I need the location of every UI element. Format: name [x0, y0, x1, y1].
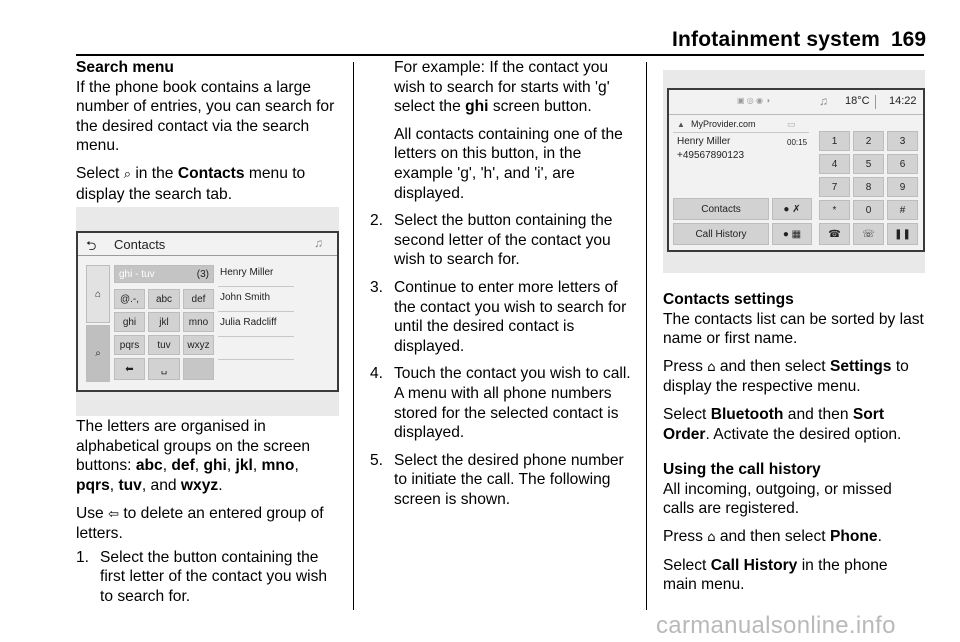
- key-mno[interactable]: mno: [183, 312, 214, 332]
- call-history-button[interactable]: Call History: [673, 223, 769, 245]
- key-pqrs[interactable]: pqrs: [114, 335, 145, 355]
- hangup-icon: ☏: [862, 228, 875, 240]
- press-settings-paragraph: Press ⌂ and then select Settings to display the respective menu.: [663, 357, 909, 396]
- step-3: 3. Continue to enter more letters of the contact you wish to search for until the desired contact is displayed.: [370, 278, 627, 355]
- column-2: [370, 58, 632, 509]
- call-screen: [667, 88, 925, 252]
- mute-mic-icon: ● ✗: [783, 203, 801, 215]
- keypad-key[interactable]: 7: [819, 177, 850, 197]
- key-jkl[interactable]: jkl: [148, 312, 180, 332]
- page-header: [0, 0, 960, 58]
- history-paragraph: All incoming, outgoing, or missed calls are registered.: [663, 480, 892, 518]
- pause-button[interactable]: [887, 223, 918, 245]
- select-call-history-paragraph: Select Call History in the phone main menu.: [663, 556, 888, 594]
- home-tab[interactable]: [86, 265, 110, 323]
- step-4: 4. Touch the contact you wish to call. A menu with all phone numbers stored for the selected contact is displayed.: [370, 365, 631, 442]
- delete-paragraph: Use ⇦ to delete an entered group of letters.: [76, 504, 324, 543]
- space-key[interactable]: [148, 358, 180, 380]
- keypad-key[interactable]: 5: [853, 154, 884, 174]
- result-item[interactable]: Julia Radcliff: [220, 317, 277, 328]
- column-3: [663, 290, 925, 595]
- watermark: carmanualsonline.info: [656, 612, 896, 639]
- steps-list-start: [76, 548, 340, 607]
- backspace-key[interactable]: [114, 358, 145, 380]
- press-phone-paragraph: Press ⌂ and then select Phone.: [663, 527, 882, 545]
- back-arrow-icon[interactable]: ⮌: [86, 238, 97, 253]
- call-history-heading: Using the call history: [663, 461, 821, 479]
- example-paragraph: For example: If the contact you wish to search for starts with 'g' select the ghi screen button.: [394, 59, 610, 116]
- select-contacts-paragraph: Select ⌕ in the Contacts menu to display the search tab.: [76, 164, 306, 203]
- keypad-key[interactable]: 0: [853, 200, 884, 220]
- keypad-key[interactable]: 3: [887, 131, 918, 151]
- contacts-button[interactable]: Contacts: [673, 198, 769, 220]
- page-number: 169: [891, 28, 927, 51]
- signal-icon: ▲: [677, 120, 685, 129]
- pause-icon: ❚❚: [894, 228, 911, 240]
- column-divider-1: [353, 62, 354, 610]
- active-call-screenshot: [663, 70, 925, 273]
- backspace-icon: ⬅: [125, 363, 134, 375]
- key-symbols[interactable]: @.-,: [114, 289, 145, 309]
- key-abc[interactable]: abc: [148, 289, 180, 309]
- temperature: 18°C: [845, 95, 870, 107]
- space-icon: ␣: [160, 363, 168, 375]
- keypad-key[interactable]: 2: [853, 131, 884, 151]
- keypad-key[interactable]: 8: [853, 177, 884, 197]
- header-rule: [76, 54, 924, 56]
- backspace-icon: ⇦: [108, 506, 119, 522]
- speaker-icon: ● ▦: [782, 228, 802, 240]
- home-icon: ⌂: [94, 288, 102, 300]
- caller-name: Henry Miller: [677, 136, 731, 147]
- search-icon: ⌕: [123, 166, 131, 182]
- keypad-key[interactable]: 1: [819, 131, 850, 151]
- screen-title: Contacts: [114, 237, 166, 252]
- music-icon[interactable]: ♫: [819, 94, 828, 108]
- key-wxyz[interactable]: wxyz: [183, 335, 214, 355]
- battery-icon: ▭: [787, 119, 796, 129]
- status-icons: ▣ ◎ ◉ ◑: [737, 96, 771, 105]
- step-1: 1. Select the button containing the first letter of the contact you wish to search for.: [76, 548, 328, 605]
- contacts-screen: [76, 231, 339, 392]
- call-duration: 00:15: [787, 138, 808, 147]
- section-title: Infotainment system: [672, 28, 881, 51]
- provider-name: MyProvider.com: [691, 119, 756, 129]
- search-tab[interactable]: [86, 325, 110, 382]
- column-divider-2: [646, 62, 647, 610]
- hangup-button[interactable]: [853, 223, 884, 245]
- handsfree-button[interactable]: [772, 223, 812, 245]
- result-item[interactable]: Henry Miller: [220, 267, 274, 278]
- contacts-search-screenshot: [76, 207, 339, 416]
- home-icon: ⌂: [707, 529, 716, 545]
- step-2: 2. Select the button containing the second letter of the contact you wish to search for.: [370, 212, 613, 269]
- keypad-key[interactable]: 6: [887, 154, 918, 174]
- bluetooth-paragraph: Select Bluetooth and then Sort Order. Activate the desired option.: [663, 405, 902, 443]
- phone-button[interactable]: [819, 223, 850, 245]
- mute-button[interactable]: [772, 198, 812, 220]
- empty-key: [183, 358, 214, 380]
- key-ghi[interactable]: ghi: [114, 312, 145, 332]
- letters-organised-paragraph: The letters are organised in alphabetical groups on the screen buttons: abc, def, ghi, jkl, mno, pqrs, tuv, and wxyz.: [76, 418, 311, 494]
- clock: 14:22: [889, 95, 917, 107]
- all-contacts-paragraph: All contacts containing one of the letters on this button, in the example 'g', 'h', and 'i', are displayed.: [394, 125, 623, 202]
- keypad-key[interactable]: *: [819, 200, 850, 220]
- search-menu-heading: Search menu: [76, 59, 174, 76]
- search-icon: ⌕: [95, 348, 101, 359]
- phone-icon: ☎: [828, 228, 841, 240]
- keypad-key[interactable]: 4: [819, 154, 850, 174]
- home-icon: ⌂: [707, 359, 716, 375]
- keypad-key[interactable]: 9: [887, 177, 918, 197]
- result-item[interactable]: John Smith: [220, 292, 271, 303]
- caller-number: +49567890123: [677, 150, 745, 161]
- key-tuv[interactable]: tuv: [148, 335, 180, 355]
- step-5: 5. Select the desired phone number to initiate the call. The following screen is shown.: [370, 451, 624, 508]
- key-def[interactable]: def: [183, 289, 214, 309]
- music-icon[interactable]: ♫: [314, 236, 323, 250]
- steps-list-cont: [370, 211, 632, 509]
- contacts-settings-heading: Contacts settings: [663, 291, 794, 308]
- search-paragraph: If the phone book contains a large number of entries, you can search for the desired contact via the search menu.: [76, 78, 335, 155]
- keypad-key[interactable]: #: [887, 200, 918, 220]
- search-field[interactable]: ghi - tuv (3): [114, 265, 214, 283]
- settings-paragraph: The contacts list can be sorted by last name or first name.: [663, 310, 924, 348]
